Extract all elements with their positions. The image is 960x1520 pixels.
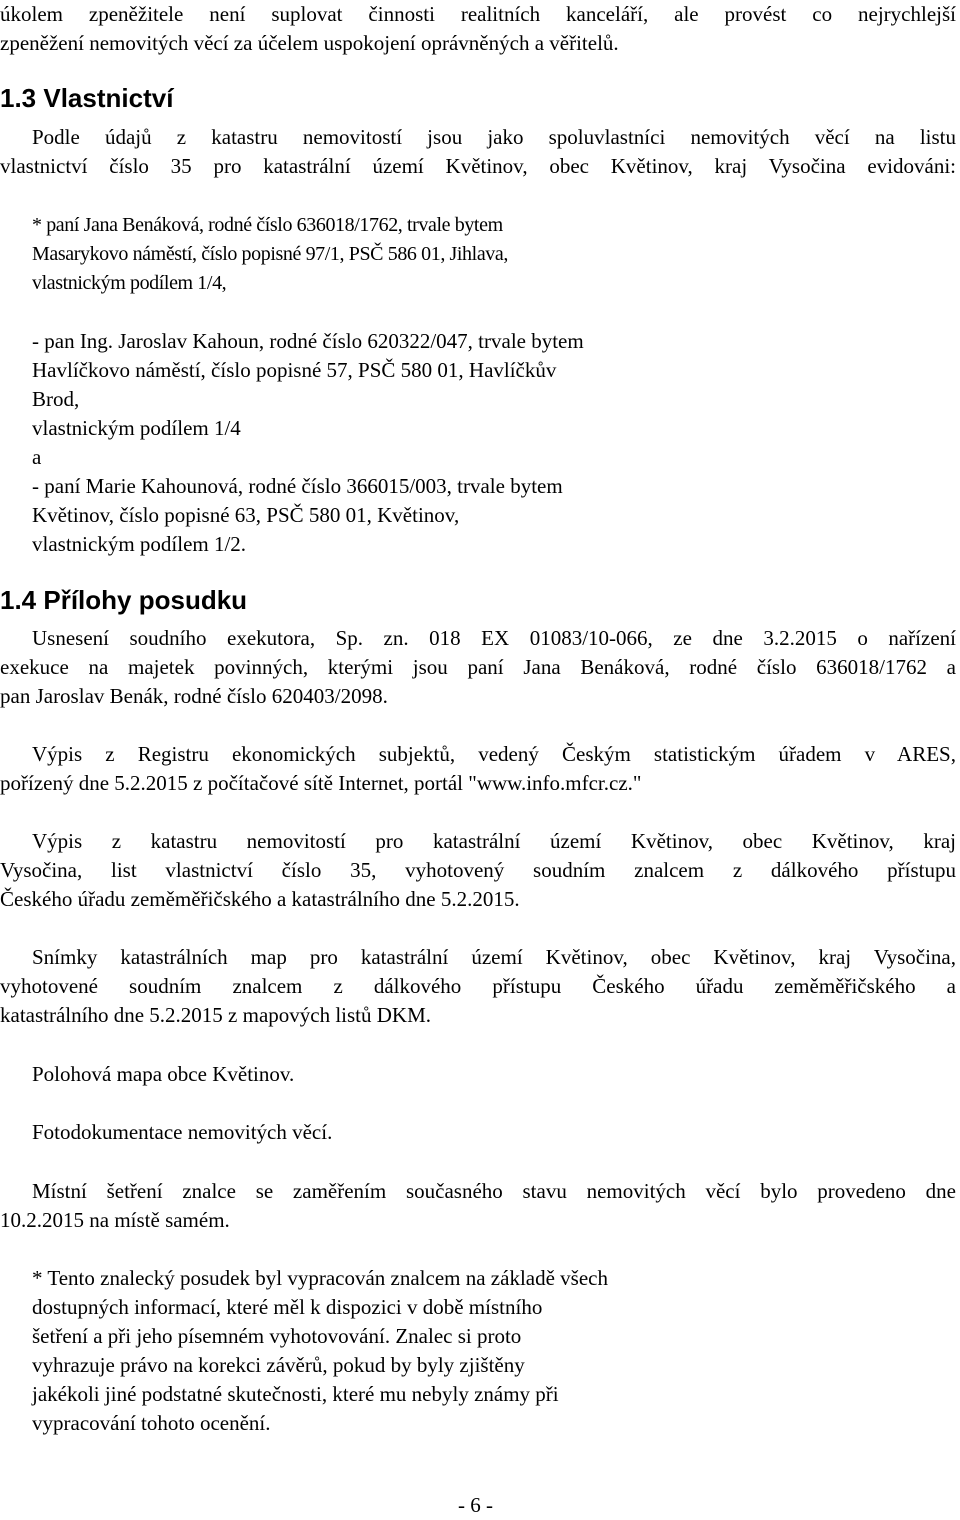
paragraph-line: Podle údajů z katastru nemovitostí jsou jako spoluvlastníci nemovitých věcí na listu [32, 125, 956, 149]
note-line: * Tento znalecký posudek byl vypracován znalcem na základě všech [32, 1266, 608, 1290]
attachment-line: exekuce na majetek povinných, kterými jsou paní Jana Benáková, rodné číslo 636018/1762 a [0, 655, 956, 679]
owner-line: - paní Marie Kahounová, rodné číslo 366015/003, trvale bytem [32, 474, 563, 498]
section-heading-1-3: 1.3 Vlastnictví [0, 83, 174, 113]
intro-line: úkolem zpeněžitele není suplovat činnosti realitních kanceláří, ale provést co nejrychlejší [0, 2, 956, 26]
attachment-line: Výpis z katastru nemovitostí pro katastrální území Květinov, obec Květinov, kraj [32, 829, 956, 853]
attachment-line: Polohová mapa obce Květinov. [32, 1062, 295, 1086]
attachment-line: Výpis z Registru ekonomických subjektů, vedený Českým statistickým úřadem v ARES, [32, 742, 956, 766]
attachment-line: katastrálního dne 5.2.2015 z mapových listů DKM. [0, 1003, 432, 1027]
page-number: - 6 - [458, 1493, 493, 1517]
note-line: jakékoli jiné podstatné skutečnosti, které mu nebyly známy při [32, 1382, 559, 1406]
owner-line: vlastnickým podílem 1/4, [32, 272, 227, 294]
owner-line: Masarykovo náměstí, číslo popisné 97/1, PSČ 586 01, Jihlava, [32, 243, 508, 265]
attachment-line: 10.2.2015 na místě samém. [0, 1208, 230, 1232]
intro-line: zpeněžení nemovitých věcí za účelem uspokojení oprávněných a věřitelů. [0, 31, 619, 55]
attachment-line: Usnesení soudního exekutora, Sp. zn. 018 EX 01083/10-066, ze dne 3.2.2015 o nařízení [32, 626, 956, 650]
owner-line: vlastnickým podílem 1/2. [32, 532, 247, 556]
attachment-line: Českého úřadu zeměměřičského a katastrálního dne 5.2.2015. [0, 887, 520, 911]
attachment-line: pan Jaroslav Benák, rodné číslo 620403/2098. [0, 684, 388, 708]
attachment-line: pořízený dne 5.2.2015 z počítačové sítě Internet, portál "www.info.mfcr.cz." [0, 771, 642, 795]
attachment-line: Místní šetření znalce se zaměřením současného stavu nemovitých věcí bylo provedeno dne [32, 1179, 956, 1203]
owner-line: Havlíčkovo náměstí, číslo popisné 57, PSČ 580 01, Havlíčkův [32, 358, 557, 382]
owner-line: vlastnickým podílem 1/4 [32, 416, 241, 440]
note-line: vypracování tohoto ocenění. [32, 1411, 271, 1435]
attachment-line: Fotodokumentace nemovitých věcí. [32, 1120, 333, 1144]
note-line: vyhrazuje právo na korekci závěrů, pokud by byly zjištěny [32, 1353, 525, 1377]
owner-line: - pan Ing. Jaroslav Kahoun, rodné číslo 620322/047, trvale bytem [32, 329, 584, 353]
owner-line: Brod, [32, 387, 80, 411]
owner-conjunction: a [32, 445, 42, 469]
attachment-line: Snímky katastrálních map pro katastrální území Květinov, obec Květinov, kraj Vysočina, [32, 945, 956, 969]
note-line: dostupných informací, které měl k dispozici v době místního [32, 1295, 543, 1319]
attachment-line: Vysočina, list vlastnictví číslo 35, vyhotovený soudním znalcem z dálkového přístupu [0, 858, 956, 882]
owner-line: * paní Jana Benáková, rodné číslo 636018/1762, trvale bytem [32, 214, 503, 236]
paragraph-line: vlastnictví číslo 35 pro katastrální území Květinov, obec Květinov, kraj Vysočina evidováni: [0, 154, 956, 178]
section-heading-1-4: 1.4 Přílohy posudku [0, 585, 248, 615]
attachment-line: vyhotovené soudním znalcem z dálkového přístupu Českého úřadu zeměměřičského a [0, 974, 956, 998]
owner-line: Květinov, číslo popisné 63, PSČ 580 01, Květinov, [32, 503, 460, 527]
note-line: šetření a při jeho písemném vyhotovování. Znalec si proto [32, 1324, 522, 1348]
